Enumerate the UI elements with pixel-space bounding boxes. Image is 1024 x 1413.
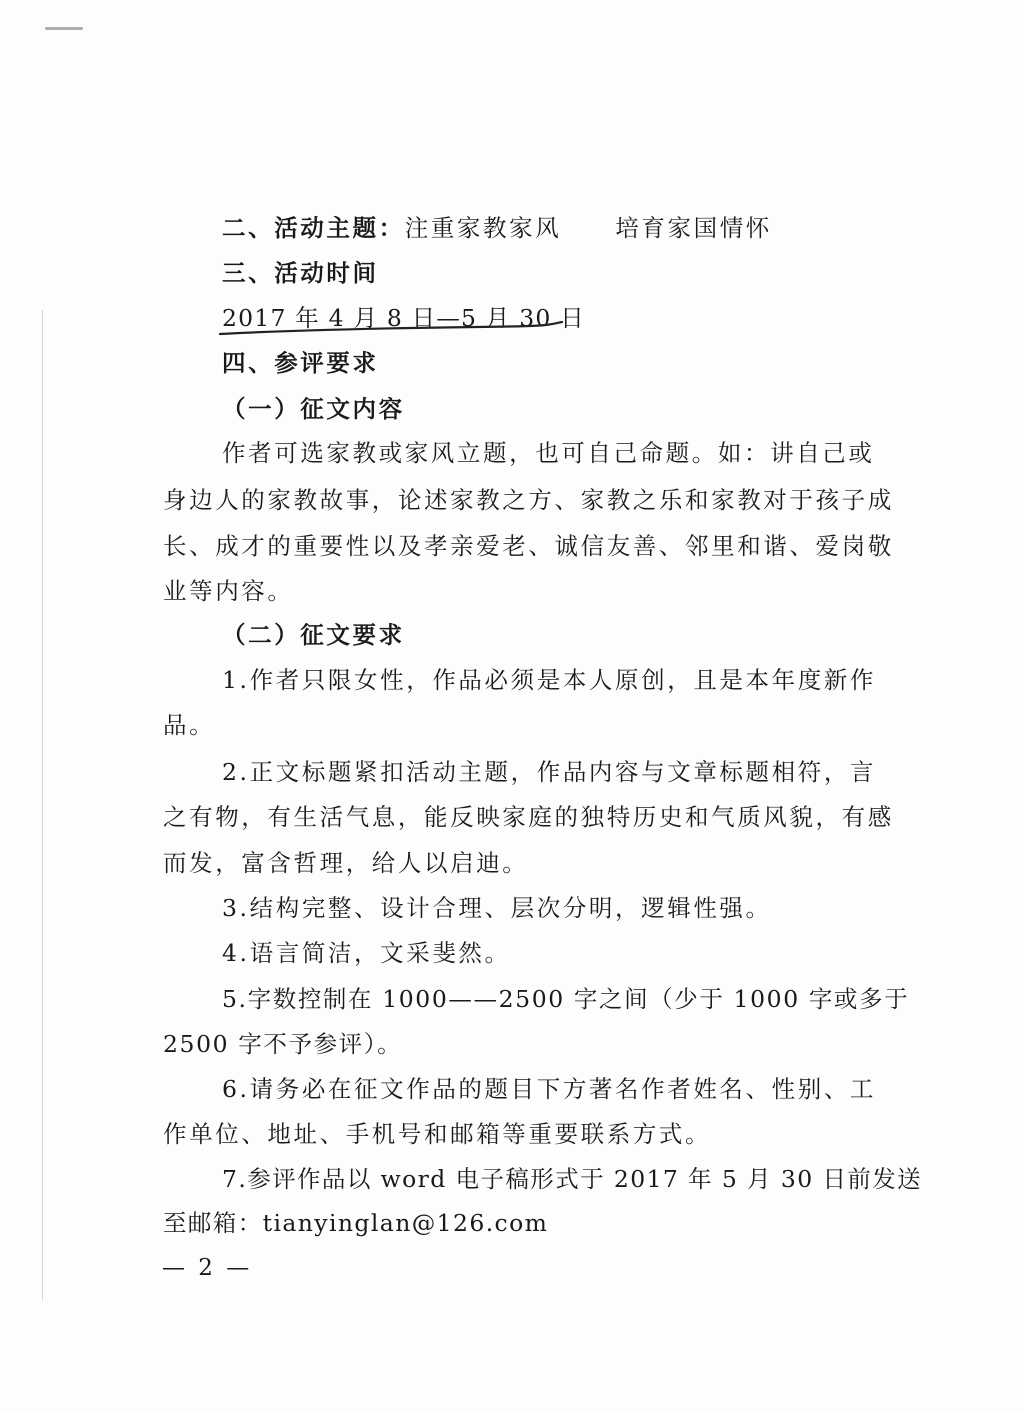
sub1-line-3: 长、成才的重要性以及孝亲爱老、诚信友善、邻里和谐、爱岗敬 (163, 532, 894, 560)
item2-line-2: 之有物，有生活气息，能反映家庭的独特历史和气质风貌，有感 (163, 803, 894, 831)
scan-edge (42, 310, 43, 1300)
item7-line-2: 至邮箱：tianyinglan@126.com (163, 1209, 549, 1237)
sub2-title: （二）征文要求 (222, 621, 405, 649)
section3-date: 2017 年 4 月 8 日—5 月 30 日 (222, 304, 585, 332)
item6-line-1: 6.请务必在征文作品的题目下方著名作者姓名、性别、工 (222, 1075, 877, 1103)
sub1-line-4: 业等内容。 (163, 577, 294, 605)
item5-line-2: 2500 字不予参评）。 (163, 1030, 403, 1058)
page-number: — 2 — (162, 1255, 253, 1281)
section2-theme-b: 培育家国情怀 (615, 214, 772, 242)
section2-title: 二、活动主题： (222, 214, 405, 242)
item3-line: 3.结构完整、设计合理、层次分明，逻辑性强。 (222, 894, 772, 922)
item4-line: 4.语言简洁，文采斐然。 (222, 939, 511, 967)
scan-mark (45, 27, 83, 30)
item2-line-3: 而发，富含哲理，给人以启迪。 (163, 849, 529, 877)
handwritten-underline (216, 316, 566, 338)
sub1-line-2: 身边人的家教故事，论述家教之方、家教之乐和家教对于孩子成 (163, 486, 894, 514)
section4-title: 四、参评要求 (222, 349, 379, 377)
item2-line-1: 2.正文标题紧扣活动主题，作品内容与文章标题相符，言 (222, 758, 877, 786)
section3-title: 三、活动时间 (222, 259, 379, 287)
item1-line-1: 1.作者只限女性，作品必须是本人原创，且是本年度新作 (222, 666, 877, 694)
item7-line-1: 7.参评作品以 word 电子稿形式于 2017 年 5 月 30 日前发送 (222, 1165, 923, 1193)
sub1-line-1: 作者可选家教或家风立题，也可自己命题。如：讲自己或 (222, 439, 875, 467)
section2-line (222, 213, 772, 243)
item6-line-2: 作单位、地址、手机号和邮箱等重要联系方式。 (163, 1120, 712, 1148)
item5-line-1: 5.字数控制在 1000——2500 字之间（少于 1000 字或多于 (222, 985, 910, 1013)
section2-theme-a: 注重家教家风 (404, 214, 562, 242)
sub1-title: （一）征文内容 (222, 395, 405, 423)
item1-line-2: 品。 (163, 711, 216, 739)
